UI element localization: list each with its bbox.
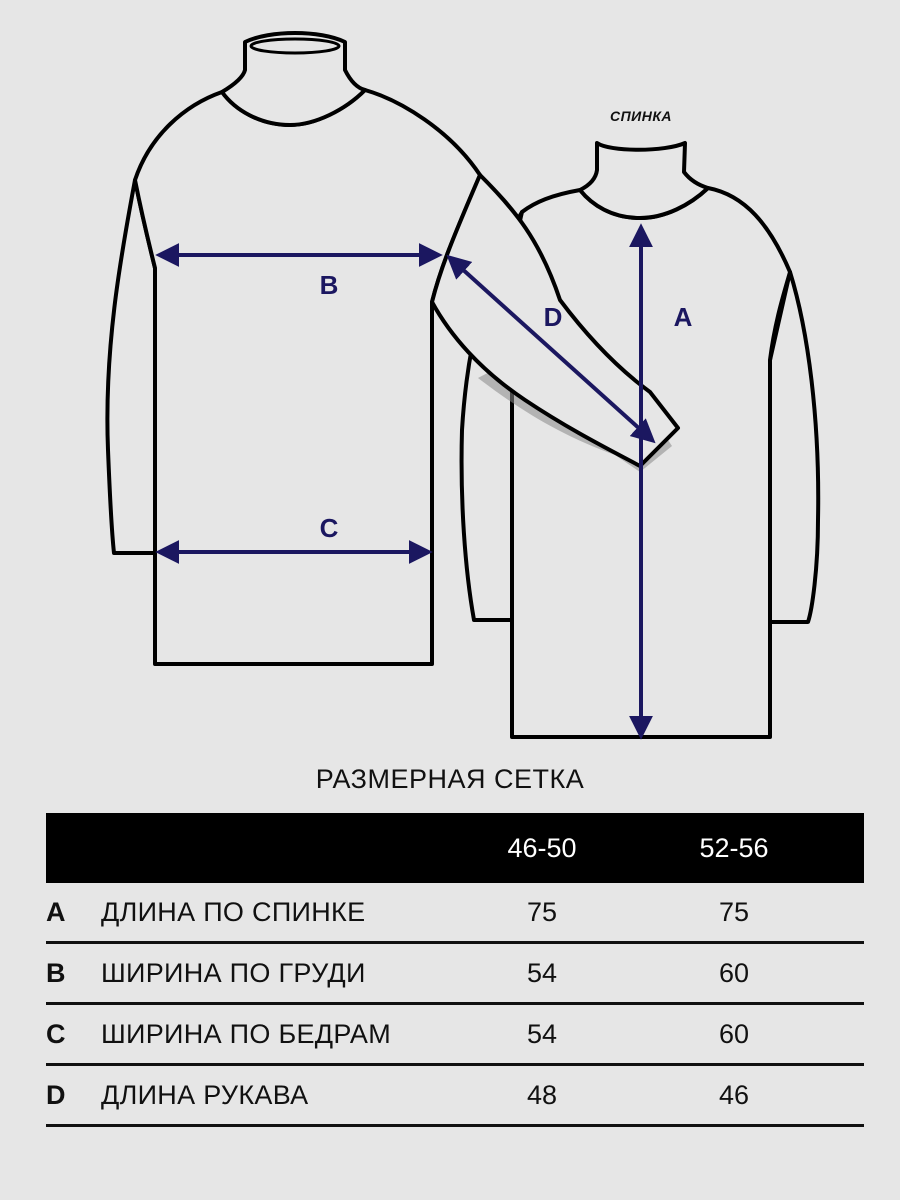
size-header-1: 46-50 — [507, 833, 577, 863]
row-value-size-1: 54 — [526, 1019, 558, 1049]
label-a: A — [673, 302, 693, 332]
row-name: ШИРИНА ПО ГРУДИ — [101, 958, 366, 988]
row-value-size-2: 46 — [718, 1080, 750, 1110]
table-row — [46, 944, 864, 1005]
label-b: B — [319, 270, 339, 300]
size-header-2: 52-56 — [699, 833, 769, 863]
table-row — [46, 1005, 864, 1066]
size-chart-title: РАЗМЕРНАЯ СЕТКА — [315, 764, 585, 794]
size-table — [46, 813, 864, 1127]
back-view-label: СПИНКА — [609, 108, 673, 124]
row-code: B — [46, 958, 66, 988]
table-row — [46, 1066, 864, 1127]
row-value-size-2: 75 — [718, 897, 750, 927]
row-name: ШИРИНА ПО БЕДРАМ — [101, 1019, 392, 1049]
label-c: C — [319, 513, 339, 543]
row-name: ДЛИНА ПО СПИНКЕ — [101, 897, 366, 927]
label-d: D — [543, 302, 563, 332]
row-name: ДЛИНА РУКАВА — [101, 1080, 309, 1110]
row-value-size-2: 60 — [718, 958, 750, 988]
row-value-size-1: 54 — [526, 958, 558, 988]
row-value-size-1: 48 — [526, 1080, 558, 1110]
table-row — [46, 883, 864, 944]
size-table-header — [46, 813, 864, 883]
row-code: D — [46, 1080, 66, 1110]
row-value-size-1: 75 — [526, 897, 558, 927]
row-code: A — [46, 897, 66, 927]
row-value-size-2: 60 — [718, 1019, 750, 1049]
row-code: C — [46, 1019, 66, 1049]
